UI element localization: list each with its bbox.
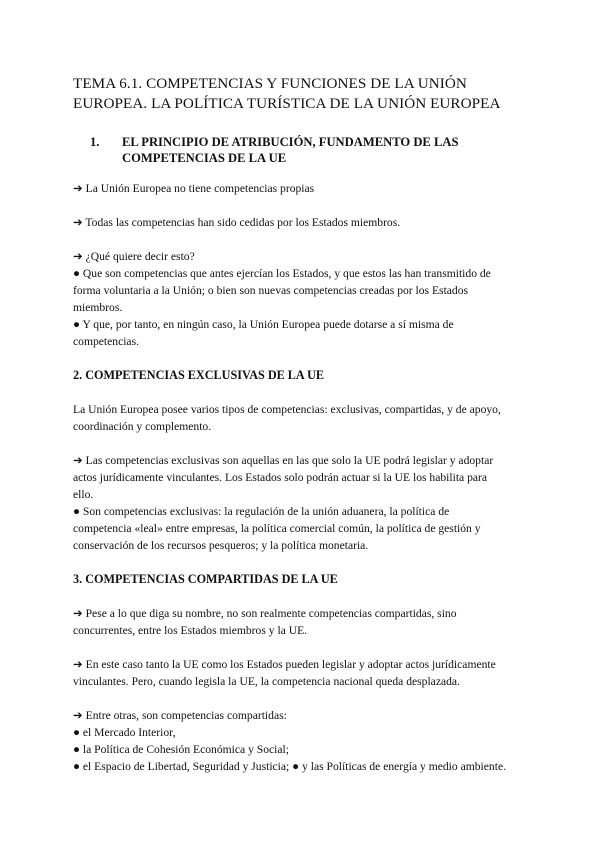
- section-1-number: 1.: [90, 135, 100, 149]
- section-3-paragraph-2: ➔ En este caso tanto la UE como los Estados pueden legislar y adoptar actos jurídicamente vinculantes. Pero, cuando legisla la UE, la competencia nacional queda desplazada.: [73, 658, 496, 688]
- section-1-heading-line-2: COMPETENCIAS DE LA UE: [122, 151, 287, 165]
- section-2-paragraph-1: La Unión Europea posee varios tipos de competencias: exclusivas, compartidas, y de apoyo, coordinación y complemento.: [73, 403, 501, 433]
- section-1-heading-line-1: EL PRINCIPIO DE ATRIBUCIÓN, FUNDAMENTO DE LAS: [122, 135, 459, 149]
- title-line-1: TEMA 6.1. COMPETENCIAS Y FUNCIONES DE LA UNIÓN: [73, 75, 467, 92]
- section-3-heading: 3. COMPETENCIAS COMPARTIDAS DE LA UE: [73, 572, 338, 586]
- section-2-heading: 2. COMPETENCIAS EXCLUSIVAS DE LA UE: [73, 368, 325, 382]
- section-1-bullet-1: ● Que son competencias que antes ejercían los Estados, y que estos las han transmitido de: [73, 267, 491, 280]
- document-title: [73, 74, 540, 114]
- section-1-paragraph-3: ➔ ¿Qué quiere decir esto? ● Que son competencias que antes ejercían los Estados, y que estos las han transmitido de forma voluntaria a la Unión; o bien son nuevas competencias creadas por los Estados miembros. ● Y que, por tanto, en ningún caso, la Unión Europea puede dotarse a sí misma de competencias.: [73, 248, 540, 350]
- section-3-paragraph-3: ➔ Entre otras, son competencias compartidas: ● el Mercado Interior, ● la Política de Cohesión Económica y Social; ● el Espacio de Libertad, Seguridad y Justicia; ● y las Políticas de energía y medio ambiente.: [73, 707, 540, 775]
- section-1-paragraph-1: ➔ La Unión Europea no tiene competencias propias: [73, 182, 315, 195]
- section-3-bullet-1: ● el Mercado Interior,: [73, 726, 176, 739]
- section-3-bullet-3: ● el Espacio de Libertad, Seguridad y Justicia; ● y las Políticas de energía y medio ambiente.: [73, 760, 506, 773]
- section-1-paragraph-2: ➔ Todas las competencias han sido cedidas por los Estados miembros.: [73, 216, 401, 229]
- section-3-paragraph-1: ➔ Pese a lo que diga su nombre, no son realmente competencias compartidas, sino concurrentes, entre los Estados miembros y la UE.: [73, 607, 457, 637]
- section-2-paragraph-2: ➔ Las competencias exclusivas son aquellas en las que solo la UE podrá legislar y adoptar actos jurídicamente vinculantes. Los Estados solo podrán actuar si la UE los habilita para ello. ● Son competencias exclusivas: la regulación de la unión aduanera, la política de competencia «leal» entre empresas, la política comercial común, la política de gestión y conservación de los recursos pesqueros; y la política monetaria.: [73, 452, 540, 554]
- section-1-bullet-2: ● Y que, por tanto, en ningún caso, la Unión Europea puede dotarse a sí misma de: [73, 318, 454, 331]
- title-line-2: EUROPEA. LA POLÍTICA TURÍSTICA DE LA UNIÓN EUROPEA: [73, 95, 501, 112]
- section-3-bullet-2: ● la Política de Cohesión Económica y Social;: [73, 743, 289, 756]
- section-2-bullet-1: ● Son competencias exclusivas: la regulación de la unión aduanera, la política de: [73, 505, 450, 518]
- section-1-heading: [73, 134, 540, 166]
